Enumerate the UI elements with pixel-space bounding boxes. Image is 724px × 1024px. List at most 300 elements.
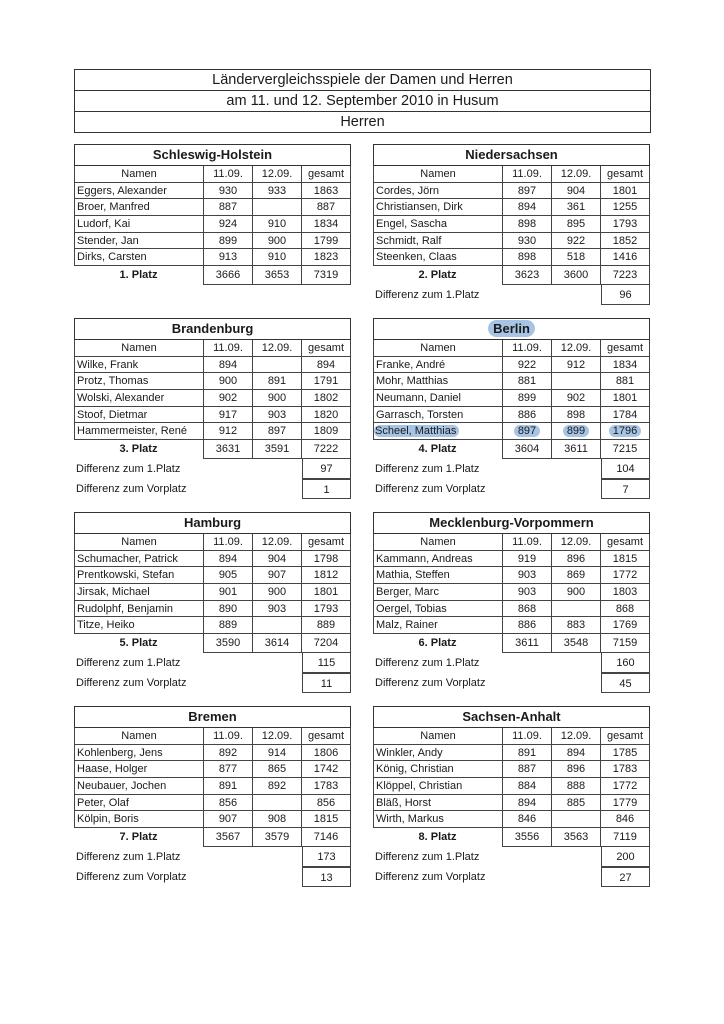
player-score-total: 1772 <box>601 567 650 584</box>
player-row <box>373 567 650 584</box>
col-header-total: gesamt <box>601 340 650 357</box>
col-header-day2: 12.09. <box>253 166 302 183</box>
player-row <box>74 617 351 634</box>
player-score-day2: 914 <box>253 745 302 762</box>
player-score-day2: 922 <box>552 233 601 250</box>
team-sum-row <box>74 828 351 847</box>
player-score-day1: 917 <box>204 407 253 424</box>
col-header-day1: 11.09. <box>503 534 552 551</box>
player-score-day2: 900 <box>253 233 302 250</box>
team-name-text: Hamburg <box>183 515 242 530</box>
column-header-row <box>373 166 650 183</box>
team-table-hamburg <box>74 512 351 693</box>
header-date-location: am 11. und 12. September 2010 in Husum <box>75 91 650 112</box>
diff-prev-value: 1 <box>302 479 351 499</box>
team-sum-day1: 3631 <box>204 440 253 459</box>
player-row <box>74 761 351 778</box>
player-score-day1: 903 <box>503 584 552 601</box>
col-header-total: gesamt <box>601 728 650 745</box>
diff-first-row <box>373 847 650 867</box>
player-name: Winkler, Andy <box>373 745 503 762</box>
player-score-day1: 891 <box>204 778 253 795</box>
player-score-day2: 518 <box>552 249 601 266</box>
player-score-total: 1769 <box>601 617 650 634</box>
player-row <box>373 778 650 795</box>
player-score-total: 1798 <box>302 551 351 568</box>
col-header-day2: 12.09. <box>552 340 601 357</box>
player-score-day2: 900 <box>253 584 302 601</box>
player-score-day2: 361 <box>552 199 601 216</box>
player-name: Mathia, Steffen <box>373 567 503 584</box>
player-name: Kohlenberg, Jens <box>74 745 204 762</box>
player-score-day2: 865 <box>253 761 302 778</box>
player-score-day2: 910 <box>253 216 302 233</box>
player-score-total: 1801 <box>601 390 650 407</box>
header-title: Ländervergleichsspiele der Damen und Herren <box>75 70 650 91</box>
player-score-day1: 899 <box>204 233 253 250</box>
col-header-name: Namen <box>74 340 204 357</box>
player-row <box>74 216 351 233</box>
team-sum-row <box>373 634 650 653</box>
diff-prev-label: Differenz zum Vorplatz <box>375 871 486 884</box>
team-sum-day2: 3579 <box>253 828 302 847</box>
player-name: Hammermeister, René <box>74 423 204 440</box>
player-score-day1: 856 <box>204 795 253 812</box>
diff-first-label: Differenz zum 1.Platz <box>375 657 480 670</box>
highlight-mark: Scheel, Matthias <box>374 425 459 437</box>
player-score-day1: 868 <box>503 601 552 618</box>
team-name <box>74 706 351 728</box>
player-score-day1: 894 <box>503 199 552 216</box>
diff-prev-row <box>74 673 351 693</box>
diff-prev-value: 11 <box>302 673 351 693</box>
player-score-day2: 900 <box>253 390 302 407</box>
player-score-day2: 897 <box>253 423 302 440</box>
col-header-name: Namen <box>74 166 204 183</box>
player-row <box>373 216 650 233</box>
player-row <box>373 233 650 250</box>
diff-first-label: Differenz zum 1.Platz <box>76 851 181 864</box>
team-sum-row <box>74 266 351 285</box>
player-score-total: 1416 <box>601 249 650 266</box>
player-score-day2: 912 <box>552 357 601 374</box>
team-sum-row <box>74 634 351 653</box>
player-score-day2 <box>552 601 601 618</box>
player-row <box>74 745 351 762</box>
player-name: Malz, Rainer <box>373 617 503 634</box>
player-name: Jirsak, Michael <box>74 584 204 601</box>
player-row <box>74 584 351 601</box>
player-score-day2: 883 <box>552 617 601 634</box>
player-score-total: 1806 <box>302 745 351 762</box>
team-sum-day2: 3548 <box>552 634 601 653</box>
player-score-total: 881 <box>601 373 650 390</box>
team-sum-day2: 3653 <box>253 266 302 285</box>
player-row <box>74 778 351 795</box>
player-score-total: 1834 <box>601 357 650 374</box>
player-name: König, Christian <box>373 761 503 778</box>
team-name <box>373 512 650 534</box>
player-score-total: 1852 <box>601 233 650 250</box>
player-score-total: 1801 <box>601 183 650 200</box>
player-score-day1: 919 <box>503 551 552 568</box>
team-sum-total: 7119 <box>601 828 650 847</box>
col-header-day1: 11.09. <box>204 166 253 183</box>
player-row <box>74 551 351 568</box>
player-score-total: 1793 <box>302 601 351 618</box>
team-name-text: Schleswig-Holstein <box>152 147 273 162</box>
column-header-row <box>74 340 351 357</box>
team-table-brandenburg <box>74 318 351 499</box>
player-score-day2: 904 <box>253 551 302 568</box>
player-score-day1: 890 <box>204 601 253 618</box>
team-table-berlin <box>373 318 650 499</box>
player-score-total <box>601 423 650 440</box>
player-score-total: 1785 <box>601 745 650 762</box>
player-name: Steenken, Claas <box>373 249 503 266</box>
player-score-total: 889 <box>302 617 351 634</box>
player-score-total: 887 <box>302 199 351 216</box>
player-name: Titze, Heiko <box>74 617 204 634</box>
player-score-day1: 884 <box>503 778 552 795</box>
player-score-day1: 907 <box>204 811 253 828</box>
player-name: Schumacher, Patrick <box>74 551 204 568</box>
team-name-text: Bremen <box>188 709 237 724</box>
player-name: Neumann, Daniel <box>373 390 503 407</box>
diff-prev-row <box>74 867 351 887</box>
player-score-day1: 903 <box>503 567 552 584</box>
player-score-day1: 877 <box>204 761 253 778</box>
player-name: Wolski, Alexander <box>74 390 204 407</box>
player-name: Stender, Jan <box>74 233 204 250</box>
col-header-total: gesamt <box>302 166 351 183</box>
player-name: Franke, André <box>373 357 503 374</box>
diff-first-label: Differenz zum 1.Platz <box>76 463 181 476</box>
player-score-day2 <box>253 795 302 812</box>
player-score-total: 1793 <box>601 216 650 233</box>
player-name: Kölpin, Boris <box>74 811 204 828</box>
player-name: Dirks, Carsten <box>74 249 204 266</box>
column-header-row <box>74 728 351 745</box>
team-name <box>74 318 351 340</box>
team-place: 6. Platz <box>373 634 503 653</box>
team-sum-total: 7204 <box>302 634 351 653</box>
player-row <box>373 811 650 828</box>
player-row <box>373 357 650 374</box>
team-sum-total: 7159 <box>601 634 650 653</box>
team-sum-day1: 3623 <box>503 266 552 285</box>
player-score-day1: 887 <box>204 199 253 216</box>
col-header-name: Namen <box>74 728 204 745</box>
column-header-row <box>373 728 650 745</box>
player-row <box>373 423 650 440</box>
team-sum-day1: 3611 <box>503 634 552 653</box>
team-place: 8. Platz <box>373 828 503 847</box>
player-score-day2 <box>253 199 302 216</box>
player-score-total: 1783 <box>601 761 650 778</box>
team-sum-row <box>373 440 650 459</box>
col-header-name: Namen <box>373 728 503 745</box>
col-header-day1: 11.09. <box>503 728 552 745</box>
diff-first-value: 115 <box>302 653 351 673</box>
team-sum-total: 7146 <box>302 828 351 847</box>
team-place: 3. Platz <box>74 440 204 459</box>
player-row <box>74 233 351 250</box>
player-name: Wilke, Frank <box>74 357 204 374</box>
team-name <box>373 318 650 340</box>
player-score-day2: 910 <box>253 249 302 266</box>
player-name: Rudolphf, Benjamin <box>74 601 204 618</box>
player-score-total: 1863 <box>302 183 351 200</box>
player-row <box>74 183 351 200</box>
team-name <box>74 512 351 534</box>
highlight-mark: 897 <box>514 425 540 437</box>
diff-prev-row <box>373 673 650 693</box>
team-sum-day1: 3567 <box>204 828 253 847</box>
player-name: Eggers, Alexander <box>74 183 204 200</box>
player-score-day2: 896 <box>552 551 601 568</box>
diff-first-row <box>74 653 351 673</box>
player-score-total: 1784 <box>601 407 650 424</box>
diff-first-value: 96 <box>601 285 650 305</box>
diff-first-label: Differenz zum 1.Platz <box>375 289 480 302</box>
diff-first-row <box>74 459 351 479</box>
player-score-total: 1820 <box>302 407 351 424</box>
col-header-total: gesamt <box>302 340 351 357</box>
diff-prev-value: 45 <box>601 673 650 693</box>
team-place: 2. Platz <box>373 266 503 285</box>
player-name: Christiansen, Dirk <box>373 199 503 216</box>
player-name: Engel, Sascha <box>373 216 503 233</box>
player-score-total: 1802 <box>302 390 351 407</box>
diff-prev-label: Differenz zum Vorplatz <box>76 871 187 884</box>
team-table-bremen <box>74 706 351 887</box>
player-score-day1: 898 <box>503 216 552 233</box>
player-score-total: 1783 <box>302 778 351 795</box>
player-score-day1: 891 <box>503 745 552 762</box>
diff-first-row <box>373 459 650 479</box>
diff-prev-value: 27 <box>601 867 650 887</box>
player-name: Klöppel, Christian <box>373 778 503 795</box>
diff-first-row <box>373 285 650 305</box>
team-name <box>74 144 351 166</box>
player-score-day2: 869 <box>552 567 601 584</box>
player-score-total: 1834 <box>302 216 351 233</box>
column-header-row <box>373 340 650 357</box>
col-header-day2: 12.09. <box>253 534 302 551</box>
player-score-day2: 898 <box>552 407 601 424</box>
player-score-total: 1791 <box>302 373 351 390</box>
diff-prev-label: Differenz zum Vorplatz <box>76 483 187 496</box>
player-score-day2: 907 <box>253 567 302 584</box>
team-sum-day2: 3611 <box>552 440 601 459</box>
player-row <box>74 407 351 424</box>
team-name-highlight: Berlin <box>488 320 535 337</box>
diff-first-value: 97 <box>302 459 351 479</box>
player-name: Kammann, Andreas <box>373 551 503 568</box>
player-name: Prentkowski, Stefan <box>74 567 204 584</box>
player-score-day1: 902 <box>204 390 253 407</box>
player-score-day2: 900 <box>552 584 601 601</box>
player-name: Mohr, Matthias <box>373 373 503 390</box>
player-score-day1: 894 <box>204 551 253 568</box>
player-score-day2: 933 <box>253 183 302 200</box>
col-header-name: Namen <box>74 534 204 551</box>
team-name-text: Sachsen-Anhalt <box>462 709 561 724</box>
player-row <box>373 249 650 266</box>
highlight-mark: 1796 <box>609 425 641 437</box>
player-score-day1: 901 <box>204 584 253 601</box>
team-table-niedersachsen <box>373 144 650 305</box>
col-header-total: gesamt <box>302 534 351 551</box>
player-row <box>373 183 650 200</box>
team-name-text: Niedersachsen <box>465 147 558 162</box>
diff-prev-row <box>373 479 650 499</box>
team-sum-row <box>74 440 351 459</box>
col-header-total: gesamt <box>601 166 650 183</box>
col-header-name: Namen <box>373 534 503 551</box>
player-score-total: 856 <box>302 795 351 812</box>
col-header-name: Namen <box>373 166 503 183</box>
diff-prev-label: Differenz zum Vorplatz <box>76 677 187 690</box>
player-score-day2: 888 <box>552 778 601 795</box>
player-name <box>373 423 503 440</box>
team-sum-day1: 3604 <box>503 440 552 459</box>
player-score-day1: 892 <box>204 745 253 762</box>
player-score-day1: 897 <box>503 183 552 200</box>
player-score-day2: 895 <box>552 216 601 233</box>
player-score-day1: 924 <box>204 216 253 233</box>
player-score-day2: 891 <box>253 373 302 390</box>
column-header-row <box>373 534 650 551</box>
player-row <box>74 423 351 440</box>
column-header-row <box>74 166 351 183</box>
player-score-day2: 892 <box>253 778 302 795</box>
player-score-total: 1803 <box>601 584 650 601</box>
player-row <box>74 811 351 828</box>
player-row <box>74 567 351 584</box>
player-score-day1: 913 <box>204 249 253 266</box>
col-header-day1: 11.09. <box>204 728 253 745</box>
diff-prev-row <box>373 867 650 887</box>
player-score-day1 <box>503 423 552 440</box>
player-score-day1: 899 <box>503 390 552 407</box>
team-table-sachsen-anhalt <box>373 706 650 887</box>
col-header-total: gesamt <box>601 534 650 551</box>
team-name-text: Mecklenburg-Vorpommern <box>429 515 594 530</box>
col-header-day2: 12.09. <box>552 166 601 183</box>
player-score-day1: 889 <box>204 617 253 634</box>
player-score-total: 1255 <box>601 199 650 216</box>
player-score-day1: 894 <box>204 357 253 374</box>
player-score-day2: 904 <box>552 183 601 200</box>
player-score-day2 <box>253 617 302 634</box>
player-score-day2 <box>552 373 601 390</box>
player-name: Bläß, Horst <box>373 795 503 812</box>
player-score-total: 868 <box>601 601 650 618</box>
player-name: Garrasch, Torsten <box>373 407 503 424</box>
diff-first-label: Differenz zum 1.Platz <box>375 463 480 476</box>
player-score-day1: 886 <box>503 617 552 634</box>
player-name: Broer, Manfred <box>74 199 204 216</box>
team-sum-day1: 3556 <box>503 828 552 847</box>
team-name-text: Brandenburg <box>171 321 254 336</box>
team-sum-row <box>373 266 650 285</box>
col-header-name: Namen <box>373 340 503 357</box>
team-sum-total: 7223 <box>601 266 650 285</box>
player-row <box>373 551 650 568</box>
player-score-day2: 896 <box>552 761 601 778</box>
team-table-schleswig-holstein <box>74 144 351 285</box>
col-header-day1: 11.09. <box>204 340 253 357</box>
column-header-row <box>74 534 351 551</box>
team-sum-total: 7215 <box>601 440 650 459</box>
player-score-day1: 900 <box>204 373 253 390</box>
player-score-day2: 902 <box>552 390 601 407</box>
player-score-day2: 894 <box>552 745 601 762</box>
col-header-day2: 12.09. <box>552 728 601 745</box>
player-row <box>74 795 351 812</box>
col-header-day2: 12.09. <box>552 534 601 551</box>
player-score-total: 1823 <box>302 249 351 266</box>
player-score-day2: 885 <box>552 795 601 812</box>
team-place: 5. Platz <box>74 634 204 653</box>
player-score-total: 1801 <box>302 584 351 601</box>
player-score-day2: 908 <box>253 811 302 828</box>
player-score-total: 1815 <box>302 811 351 828</box>
team-sum-day1: 3590 <box>204 634 253 653</box>
col-header-day1: 11.09. <box>204 534 253 551</box>
player-score-total: 1815 <box>601 551 650 568</box>
team-sum-total: 7319 <box>302 266 351 285</box>
player-row <box>74 357 351 374</box>
player-row <box>373 390 650 407</box>
highlight-mark: 899 <box>563 425 589 437</box>
diff-first-value: 104 <box>601 459 650 479</box>
player-score-total: 1799 <box>302 233 351 250</box>
player-name: Ludorf, Kai <box>74 216 204 233</box>
diff-first-value: 160 <box>601 653 650 673</box>
player-score-day1: 898 <box>503 249 552 266</box>
team-table-mecklenburg-vorpommern <box>373 512 650 693</box>
team-place: 1. Platz <box>74 266 204 285</box>
player-name: Protz, Thomas <box>74 373 204 390</box>
team-sum-day2: 3591 <box>253 440 302 459</box>
player-score-total: 1772 <box>601 778 650 795</box>
diff-prev-value: 13 <box>302 867 351 887</box>
player-score-day1: 887 <box>503 761 552 778</box>
player-score-total: 1742 <box>302 761 351 778</box>
player-name: Neubauer, Jochen <box>74 778 204 795</box>
col-header-day2: 12.09. <box>253 728 302 745</box>
player-name: Berger, Marc <box>373 584 503 601</box>
player-row <box>373 617 650 634</box>
diff-first-value: 200 <box>601 847 650 867</box>
player-row <box>373 795 650 812</box>
diff-prev-value: 7 <box>601 479 650 499</box>
player-row <box>373 407 650 424</box>
col-header-total: gesamt <box>302 728 351 745</box>
player-score-day2 <box>552 811 601 828</box>
player-row <box>74 199 351 216</box>
player-row <box>373 584 650 601</box>
player-row <box>373 761 650 778</box>
player-row <box>373 745 650 762</box>
player-name: Oergel, Tobias <box>373 601 503 618</box>
diff-first-label: Differenz zum 1.Platz <box>375 851 480 864</box>
player-row <box>373 373 650 390</box>
player-score-day1: 894 <box>503 795 552 812</box>
